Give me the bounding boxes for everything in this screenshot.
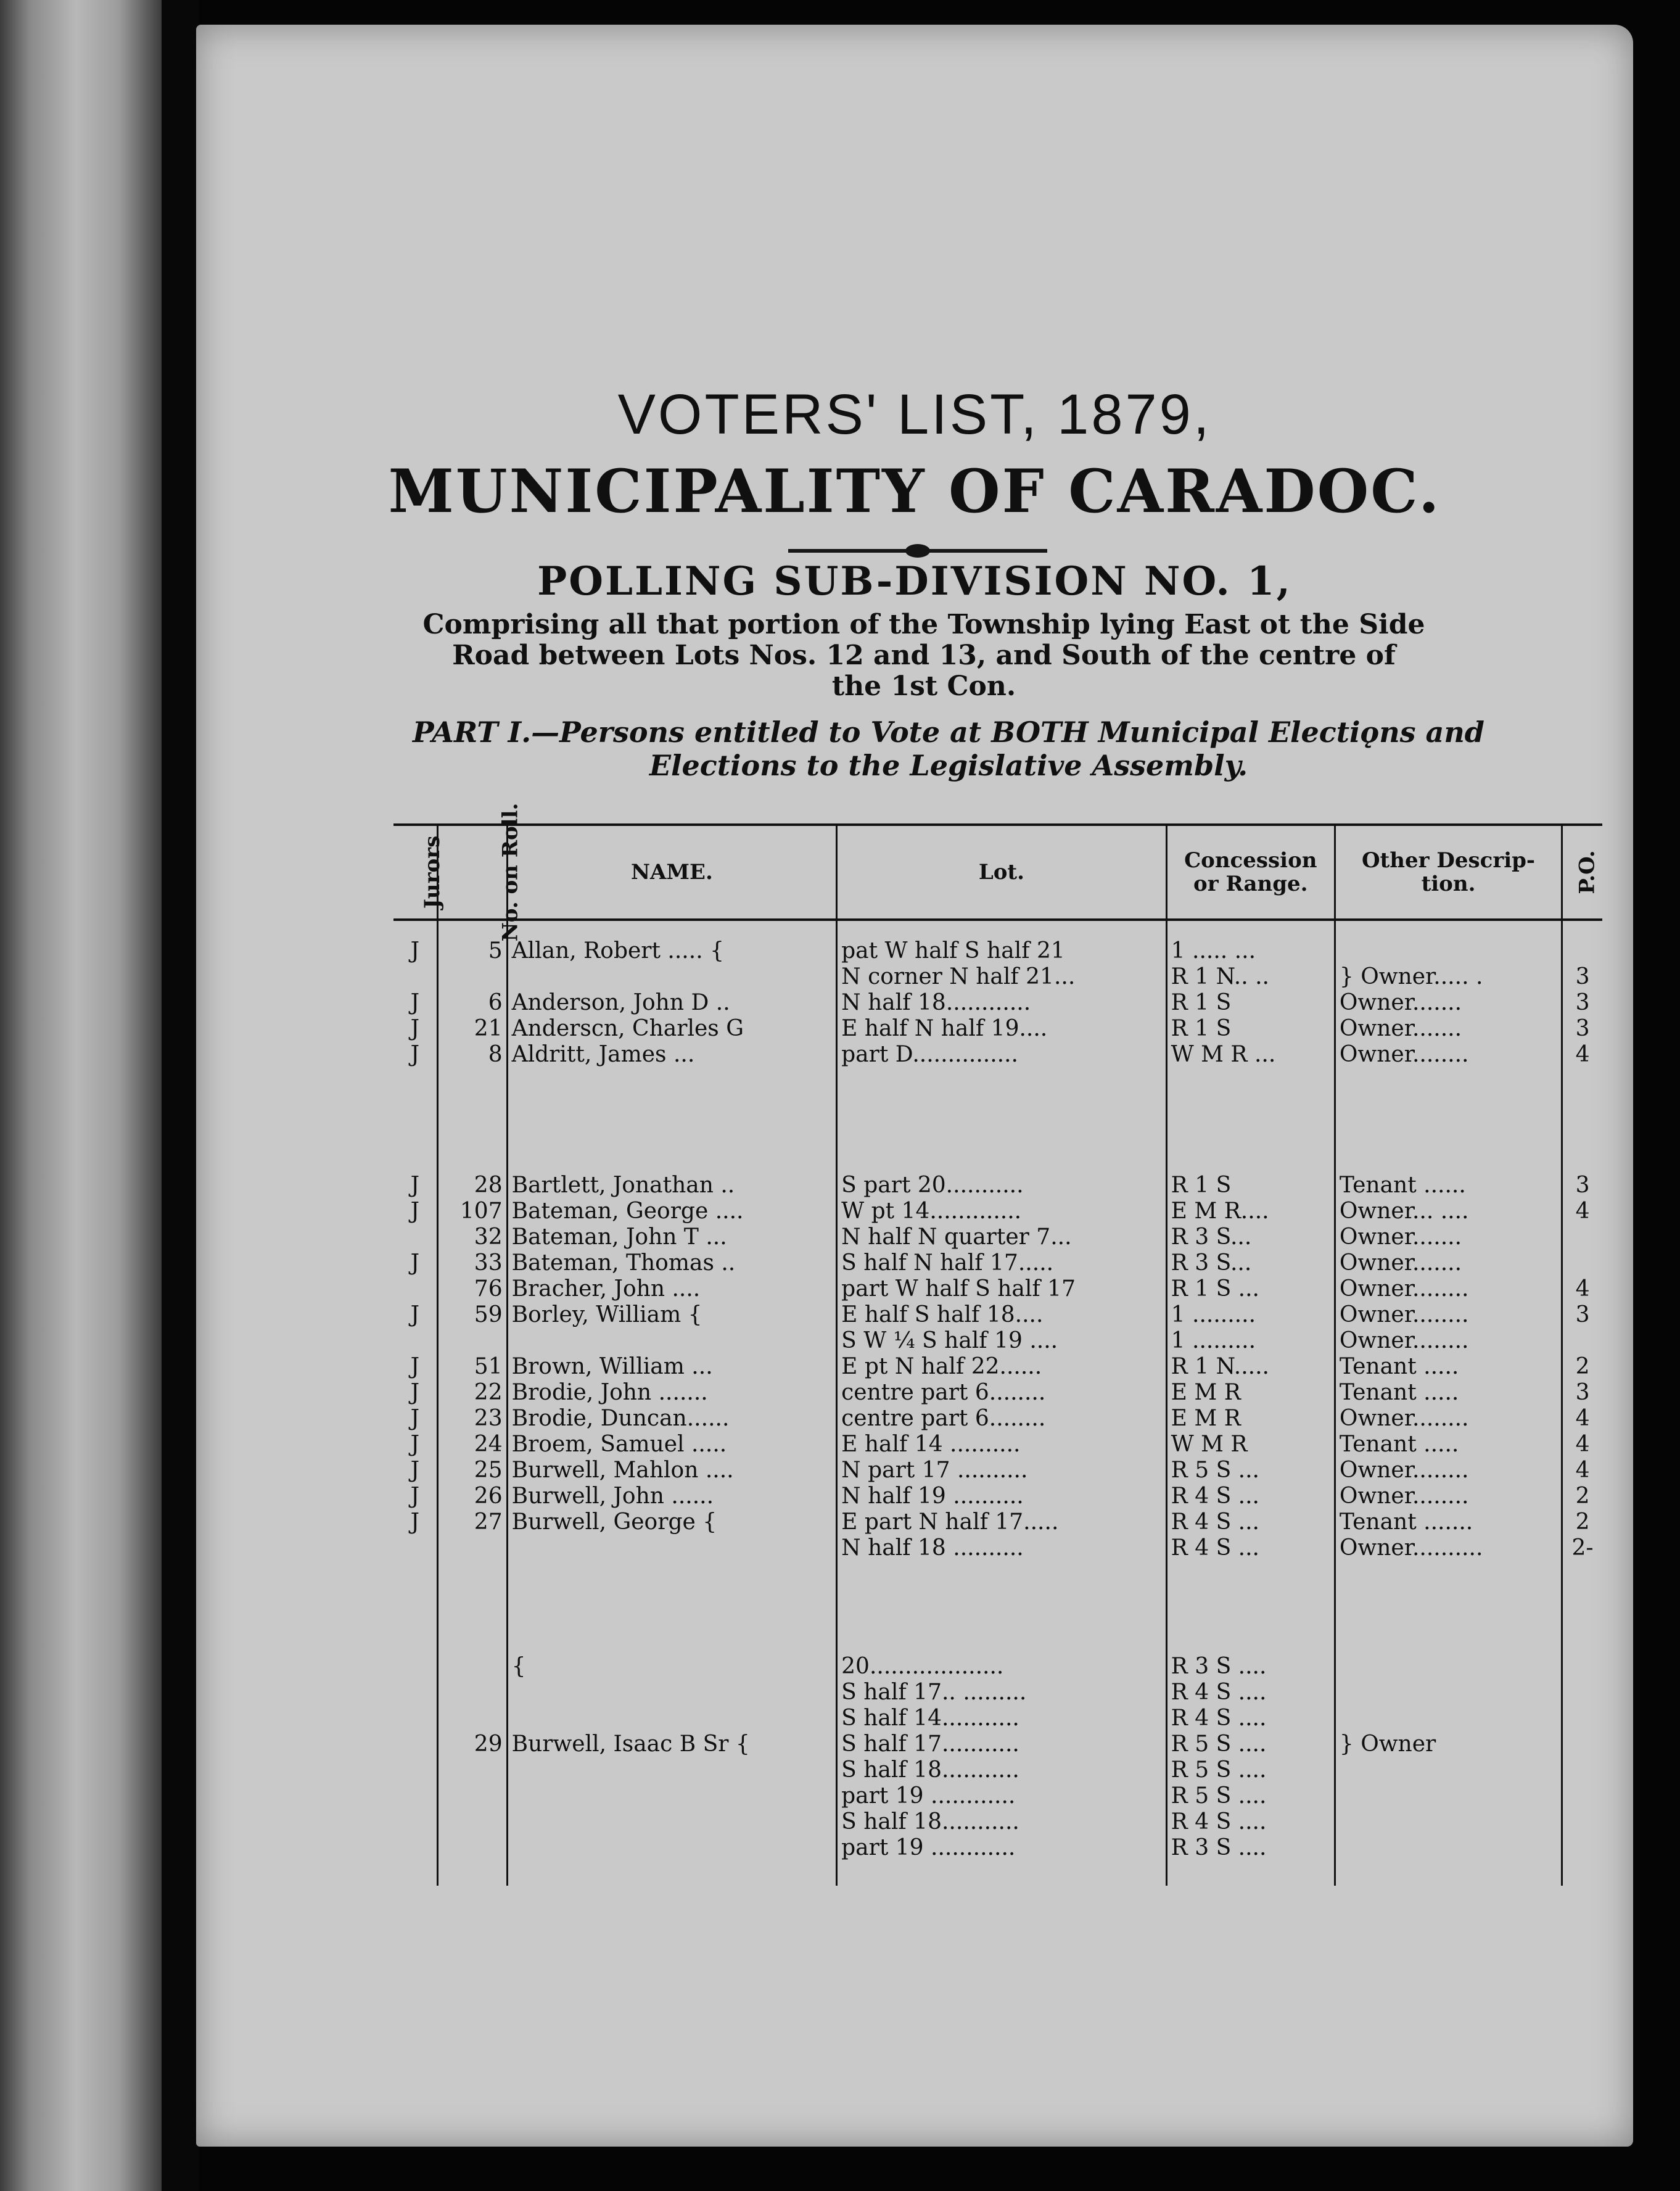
table-cell-no <box>437 1535 507 1561</box>
table-cell-empty <box>437 1861 507 1886</box>
table-cell-empty <box>437 1561 507 1654</box>
table-cell-name: Bateman, John T ... <box>507 1224 837 1250</box>
table-cell-name: Aldritt, James ... <box>507 1042 837 1068</box>
table-cell-no: 21 <box>437 1016 507 1042</box>
table-cell-desc: Owner........ <box>1335 1302 1562 1328</box>
table-cell-name <box>507 1757 837 1783</box>
table-row <box>393 1016 1602 1042</box>
table-cell-empty <box>507 1861 837 1886</box>
table-cell-no <box>437 1654 507 1680</box>
table-cell-desc <box>1335 1809 1562 1835</box>
table-cell-con: R 1 N..... <box>1166 1354 1335 1380</box>
table-cell-po: 3 <box>1575 1173 1590 1198</box>
table-cell-no <box>437 1835 507 1861</box>
table-cell-lot: S half 18........... <box>837 1809 1167 1835</box>
table-row <box>393 1706 1602 1731</box>
table-cell-name <box>507 1680 837 1706</box>
table-cell-no: 59 <box>437 1302 507 1328</box>
table-cell-lot: E half N half 19.... <box>837 1016 1167 1042</box>
table-cell-no <box>437 1783 507 1809</box>
table-row <box>393 1302 1602 1328</box>
table-cell-lot: centre part 6........ <box>837 1380 1167 1406</box>
table-cell-con: R 4 S .... <box>1166 1809 1335 1835</box>
table-cell-po <box>1562 1706 1602 1731</box>
table-cell-con: R 4 S ... <box>1166 1483 1335 1509</box>
part-line: PART I.—Persons entitled to Vote at BOTH Municipal Electiǫns and <box>413 716 1484 749</box>
description-line: Road between Lots Nos. 12 and 13, and South of the centre of <box>452 640 1396 671</box>
table-cell-j: J <box>393 990 437 1016</box>
table-cell-name: Brodie, John ....... <box>507 1380 837 1406</box>
table-cell-po <box>1562 1809 1602 1835</box>
table-cell-name: Broem, Samuel ..... <box>507 1432 837 1458</box>
table-cell-po <box>1562 920 1602 964</box>
table-cell-con: R 3 S .... <box>1166 1835 1335 1861</box>
table-cell-no: 8 <box>437 1042 507 1068</box>
table-cell-lot: N part 17 .......... <box>837 1458 1167 1483</box>
table-cell-j <box>393 1276 437 1302</box>
table-cell-name <box>507 1783 837 1809</box>
table-cell-empty <box>507 1068 837 1173</box>
table-cell-j <box>393 1535 437 1561</box>
table-cell-con: R 1 S <box>1166 1016 1335 1042</box>
table-cell-con: E M R.... <box>1166 1199 1335 1224</box>
part-line: Elections to the Legislative Assembly. <box>649 749 1248 782</box>
table-cell-name <box>507 1328 837 1354</box>
table-cell-empty <box>437 1068 507 1173</box>
table-row <box>393 1731 1602 1757</box>
table-cell-name: Bateman, George .... <box>507 1199 837 1224</box>
table-header-row <box>393 825 1602 920</box>
table-cell-j: J <box>393 1042 437 1068</box>
table-cell-name: Bateman, Thomas .. <box>507 1250 837 1276</box>
table-cell-po: 3 <box>1575 1016 1590 1041</box>
table-cell-con: R 3 S... <box>1166 1224 1335 1250</box>
table-cell-no: 28 <box>437 1173 507 1199</box>
voters-table <box>393 803 1602 1886</box>
table-row <box>393 1276 1602 1302</box>
table-cell-j <box>393 1731 437 1757</box>
table-cell-po <box>1562 1654 1602 1680</box>
table-cell-desc <box>1335 1680 1562 1706</box>
table-cell-desc: } Owner <box>1335 1731 1562 1757</box>
table-cell-name: Anderscn, Charles G <box>507 1016 837 1042</box>
table-cell-empty <box>1166 1561 1335 1654</box>
binding-spine <box>0 0 170 2191</box>
table-cell-desc: Owner........ <box>1335 1276 1562 1302</box>
table-cell-desc <box>1335 1654 1562 1680</box>
table-cell-po: 2 <box>1575 1354 1590 1379</box>
table-cell-lot: S W ¼ S half 19 .... <box>837 1328 1167 1354</box>
table-cell-po: 3 <box>1575 1380 1590 1405</box>
table-row <box>393 1561 1602 1654</box>
table-cell-empty <box>1335 1561 1562 1654</box>
table-cell-empty <box>837 1068 1167 1173</box>
table-cell-po <box>1562 1224 1602 1250</box>
col-header-concession: Concession or Range. <box>1166 825 1335 920</box>
col-header-jurors: Jurors <box>393 825 437 920</box>
table-cell-no: 27 <box>437 1509 507 1535</box>
table-cell-name <box>507 1706 837 1731</box>
table-cell-con: R 5 S .... <box>1166 1757 1335 1783</box>
table-cell-empty <box>393 1861 437 1886</box>
table-cell-desc: Owner........ <box>1335 1328 1562 1354</box>
table-cell-desc: Tenant ..... <box>1335 1354 1562 1380</box>
table-row <box>393 1250 1602 1276</box>
table-row <box>393 1458 1602 1483</box>
table-cell-desc: Owner........ <box>1335 1483 1562 1509</box>
table-cell-name: Burwell, Isaac B Sr { <box>507 1731 837 1757</box>
table-cell-empty <box>1166 1068 1335 1173</box>
table-cell-po: 3 <box>1575 964 1590 989</box>
table-cell-desc: } Owner..... . <box>1335 964 1562 990</box>
table-cell-j: J <box>393 1302 437 1328</box>
table-cell-desc: Owner........ <box>1335 1042 1562 1068</box>
table-row <box>393 1042 1602 1068</box>
table-cell-no: 5 <box>437 920 507 964</box>
table-cell-empty <box>837 1861 1167 1886</box>
table-cell-j: J <box>393 1509 437 1535</box>
document-page <box>196 25 1633 2147</box>
table-cell-no: 25 <box>437 1458 507 1483</box>
table-row <box>393 1380 1602 1406</box>
table-cell-lot: part W half S half 17 <box>837 1276 1167 1302</box>
table-cell-empty <box>1562 1068 1602 1173</box>
description-line: the 1st Con. <box>831 671 1016 702</box>
table-row <box>393 1406 1602 1432</box>
table-cell-desc: Tenant ..... <box>1335 1380 1562 1406</box>
table-cell-j: J <box>393 1432 437 1458</box>
table-cell-con: 1 ..... ... <box>1166 920 1335 964</box>
table-cell-desc <box>1335 920 1562 964</box>
table-cell-lot: part D............... <box>837 1042 1167 1068</box>
table-cell-empty <box>837 1561 1167 1654</box>
table-cell-no <box>437 964 507 990</box>
table-row <box>393 1483 1602 1509</box>
table-cell-name: Burwell, John ...... <box>507 1483 837 1509</box>
table-cell-empty <box>393 1068 437 1173</box>
table-cell-name: Brown, William ... <box>507 1354 837 1380</box>
table-row <box>393 1354 1602 1380</box>
table-cell-po: 4 <box>1575 1276 1590 1302</box>
subdivision-description <box>381 609 1467 702</box>
table-cell-con: R 3 S... <box>1166 1250 1335 1276</box>
table-cell-con: R 5 S .... <box>1166 1783 1335 1809</box>
table-cell-no <box>437 1809 507 1835</box>
table-cell-con: R 4 S .... <box>1166 1706 1335 1731</box>
table-cell-po <box>1562 1757 1602 1783</box>
table-cell-j: J <box>393 1380 437 1406</box>
table-cell-po: 4 <box>1575 1458 1590 1483</box>
table-row <box>393 1224 1602 1250</box>
table-cell-no: 26 <box>437 1483 507 1509</box>
table-cell-desc <box>1335 1706 1562 1731</box>
municipality-title: MUNICIPALITY OF CARADOC. <box>388 456 1441 526</box>
table-row <box>393 1757 1602 1783</box>
table-cell-no: 76 <box>437 1276 507 1302</box>
table-cell-desc: Owner........ <box>1335 1406 1562 1432</box>
table-cell-po: 3 <box>1575 1302 1590 1327</box>
table-row <box>393 1509 1602 1535</box>
table-cell-con: 1 ......... <box>1166 1328 1335 1354</box>
table-cell-lot: part 19 ............ <box>837 1835 1167 1861</box>
table-cell-no: 6 <box>437 990 507 1016</box>
table-cell-j: J <box>393 1016 437 1042</box>
table-cell-lot: E pt N half 22...... <box>837 1354 1167 1380</box>
table-cell-no <box>437 1757 507 1783</box>
ornamental-rule <box>788 549 1047 553</box>
table-cell-con: E M R <box>1166 1380 1335 1406</box>
table-row <box>393 1199 1602 1224</box>
table-cell-lot: 20................... <box>837 1654 1167 1680</box>
table-cell-po: 4 <box>1575 1432 1590 1457</box>
table-cell-con: R 5 S .... <box>1166 1731 1335 1757</box>
table-cell-j: J <box>393 1458 437 1483</box>
table-cell-con: E M R <box>1166 1406 1335 1432</box>
table-cell-con: R 4 S .... <box>1166 1680 1335 1706</box>
table-cell-j <box>393 1328 437 1354</box>
table-cell-po: 4 <box>1575 1199 1590 1224</box>
table-row <box>393 1654 1602 1680</box>
table-cell-con: W M R ... <box>1166 1042 1335 1068</box>
table-body <box>393 920 1602 1886</box>
table-cell-no: 29 <box>437 1731 507 1757</box>
table-cell-desc <box>1335 1835 1562 1861</box>
table-cell-con: R 3 S .... <box>1166 1654 1335 1680</box>
list-title: VOTERS' LIST, 1879, <box>617 383 1212 446</box>
table-row <box>393 1835 1602 1861</box>
table-cell-name: Allan, Robert ..... { <box>507 920 837 964</box>
table-cell-lot: S half 17........... <box>837 1731 1167 1757</box>
table-cell-desc: Tenant ...... <box>1335 1173 1562 1199</box>
table-cell-po <box>1562 1250 1602 1276</box>
table-cell-empty <box>1335 1068 1562 1173</box>
table-row <box>393 920 1602 964</box>
table-cell-no: 24 <box>437 1432 507 1458</box>
table-cell-lot: S half 14........... <box>837 1706 1167 1731</box>
table-cell-j: J <box>393 1406 437 1432</box>
table-row <box>393 1680 1602 1706</box>
table-cell-po <box>1562 1783 1602 1809</box>
table-cell-desc: Owner... .... <box>1335 1199 1562 1224</box>
table-cell-lot: S half 18........... <box>837 1757 1167 1783</box>
binding-gap <box>162 0 199 2191</box>
table-cell-po: 4 <box>1575 1406 1590 1431</box>
table-row <box>393 1328 1602 1354</box>
table-cell-desc: Owner....... <box>1335 1016 1562 1042</box>
table-cell-j: J <box>393 1354 437 1380</box>
table-cell-j <box>393 1783 437 1809</box>
table-cell-name <box>507 1809 837 1835</box>
table-cell-po <box>1562 1328 1602 1354</box>
table-cell-desc <box>1335 1783 1562 1809</box>
table-cell-con: R 1 S <box>1166 990 1335 1016</box>
table-cell-name: Burwell, George { <box>507 1509 837 1535</box>
table-cell-lot: S half N half 17..... <box>837 1250 1167 1276</box>
table-cell-lot: pat W half S half 21 <box>837 920 1167 964</box>
table-cell-lot: E half 14 .......... <box>837 1432 1167 1458</box>
table-cell-no: 23 <box>437 1406 507 1432</box>
table-cell-empty <box>507 1561 837 1654</box>
table-cell-j: J <box>393 1173 437 1199</box>
table-cell-lot: part 19 ............ <box>837 1783 1167 1809</box>
table-cell-name: Anderson, John D .. <box>507 990 837 1016</box>
table-cell-name: Burwell, Mahlon .... <box>507 1458 837 1483</box>
table-cell-con: R 1 N.. .. <box>1166 964 1335 990</box>
table-cell-name: Brodie, Duncan...... <box>507 1406 837 1432</box>
table-cell-name <box>507 1835 837 1861</box>
table-cell-no: 32 <box>437 1224 507 1250</box>
table-cell-con: R 4 S ... <box>1166 1535 1335 1561</box>
table-row-spacer <box>393 1861 1602 1886</box>
table-cell-con: W M R <box>1166 1432 1335 1458</box>
table-cell-j <box>393 1224 437 1250</box>
table-cell-po: 2 <box>1575 1483 1590 1509</box>
table-cell-desc: Owner....... <box>1335 1250 1562 1276</box>
table-cell-po <box>1562 1680 1602 1706</box>
table-row <box>393 1068 1602 1173</box>
table-cell-con: R 4 S ... <box>1166 1509 1335 1535</box>
table-row <box>393 1535 1602 1561</box>
table-cell-con: R 1 S <box>1166 1173 1335 1199</box>
polling-subdivision-title: POLLING SUB-DIVISION NO. 1, <box>537 558 1292 604</box>
part-heading <box>393 716 1504 782</box>
table-cell-name: Bartlett, Jonathan .. <box>507 1173 837 1199</box>
table-cell-lot: N corner N half 21... <box>837 964 1167 990</box>
table-cell-no <box>437 1328 507 1354</box>
table-cell-no: 51 <box>437 1354 507 1380</box>
table-cell-po: 2 <box>1575 1509 1590 1535</box>
table-cell-name: Bracher, John .... <box>507 1276 837 1302</box>
table-cell-j <box>393 1757 437 1783</box>
table-cell-con: 1 ......... <box>1166 1302 1335 1328</box>
table-cell-j: J <box>393 920 437 964</box>
table-cell-lot: N half 18 .......... <box>837 1535 1167 1561</box>
table-cell-no: 107 <box>437 1199 507 1224</box>
table-cell-po <box>1562 1731 1602 1757</box>
table-cell-lot: W pt 14............. <box>837 1199 1167 1224</box>
table-cell-desc: Owner....... <box>1335 1224 1562 1250</box>
table-cell-desc: Owner....... <box>1335 990 1562 1016</box>
table-cell-name: Borley, William { <box>507 1302 837 1328</box>
table-cell-name: { <box>507 1654 837 1680</box>
table-cell-empty <box>1562 1861 1602 1886</box>
table-cell-po: 3 <box>1575 990 1590 1015</box>
table-cell-desc: Owner........ <box>1335 1458 1562 1483</box>
table-cell-j: J <box>393 1483 437 1509</box>
col-header-name: NAME. <box>507 825 837 920</box>
table-cell-no <box>437 1680 507 1706</box>
table-row <box>393 1809 1602 1835</box>
table-cell-no: 33 <box>437 1250 507 1276</box>
col-header-roll-number: No. on Roll. <box>437 825 507 920</box>
table-cell-name <box>507 964 837 990</box>
col-header-description: Other Descrip-tion. <box>1335 825 1562 920</box>
table-row <box>393 1432 1602 1458</box>
col-header-po: P.O. <box>1562 825 1602 920</box>
table-row <box>393 1173 1602 1199</box>
table-cell-lot: centre part 6........ <box>837 1406 1167 1432</box>
table-cell-j <box>393 1680 437 1706</box>
table-row <box>393 990 1602 1016</box>
table-cell-lot: N half 18............ <box>837 990 1167 1016</box>
col-header-lot: Lot. <box>837 825 1167 920</box>
table-cell-lot: E part N half 17..... <box>837 1509 1167 1535</box>
table-cell-desc: Tenant ....... <box>1335 1509 1562 1535</box>
table-cell-j <box>393 1835 437 1861</box>
table-cell-empty <box>1562 1561 1602 1654</box>
table-cell-lot: N half N quarter 7... <box>837 1224 1167 1250</box>
table-cell-lot: E half S half 18.... <box>837 1302 1167 1328</box>
table-cell-con: R 5 S ... <box>1166 1458 1335 1483</box>
table-cell-empty <box>1335 1861 1562 1886</box>
table-cell-lot: S part 20........... <box>837 1173 1167 1199</box>
table-cell-j: J <box>393 1199 437 1224</box>
table-cell-lot: S half 17.. ......... <box>837 1680 1167 1706</box>
table-cell-j <box>393 1706 437 1731</box>
table-cell-po: 4 <box>1575 1042 1590 1067</box>
table-cell-desc <box>1335 1757 1562 1783</box>
table-cell-empty <box>393 1561 437 1654</box>
table-cell-j <box>393 964 437 990</box>
table-cell-no <box>437 1706 507 1731</box>
table-cell-j <box>393 1654 437 1680</box>
table-cell-lot: N half 19 .......... <box>837 1483 1167 1509</box>
table-row <box>393 964 1602 990</box>
table-cell-name <box>507 1535 837 1561</box>
table-cell-po <box>1562 1835 1602 1861</box>
table-cell-j: J <box>393 1250 437 1276</box>
table-cell-empty <box>1166 1861 1335 1886</box>
table-cell-no: 22 <box>437 1380 507 1406</box>
table-cell-con: R 1 S ... <box>1166 1276 1335 1302</box>
table-cell-po: 2- <box>1571 1535 1594 1561</box>
table-row <box>393 1783 1602 1809</box>
table-cell-desc: Tenant ..... <box>1335 1432 1562 1458</box>
table-cell-j <box>393 1809 437 1835</box>
table-cell-desc: Owner.......... <box>1335 1535 1562 1561</box>
description-line: Comprising all that portion of the Township lying East ot the Side <box>422 609 1425 640</box>
